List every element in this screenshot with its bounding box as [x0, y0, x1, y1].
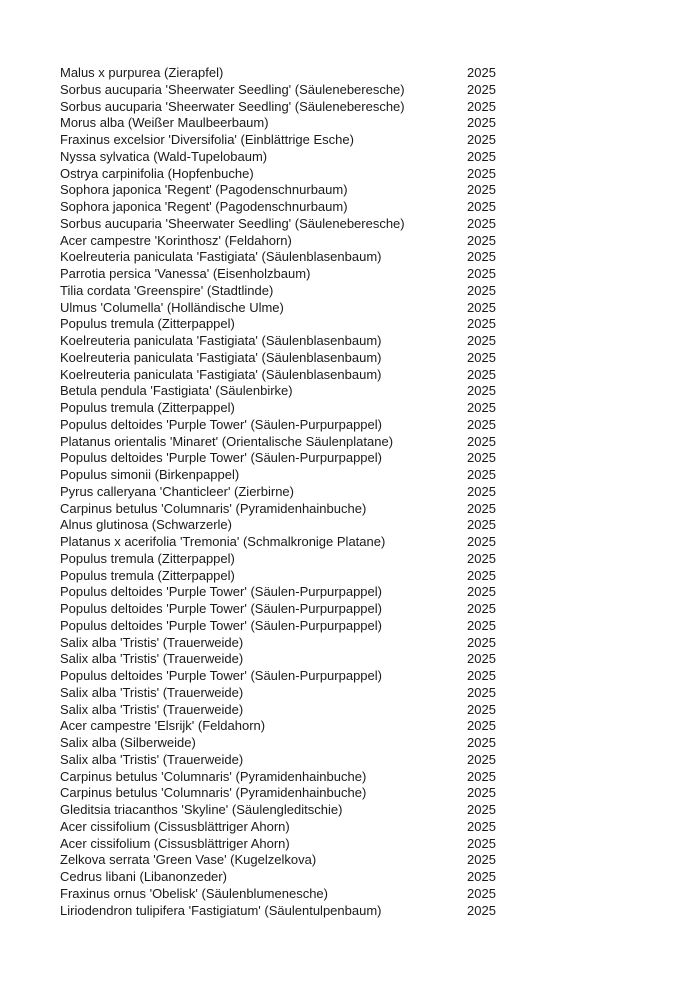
list-item — [60, 635, 640, 652]
list-item — [60, 434, 640, 451]
tree-year: 2025 — [467, 818, 496, 834]
tree-year: 2025 — [467, 249, 496, 265]
list-item — [60, 216, 640, 233]
tree-year: 2025 — [467, 701, 496, 717]
tree-year: 2025 — [467, 852, 496, 868]
tree-year: 2025 — [467, 500, 496, 516]
tree-year: 2025 — [467, 366, 496, 382]
list-item — [60, 400, 640, 417]
tree-year: 2025 — [467, 885, 496, 901]
tree-year: 2025 — [467, 517, 496, 533]
tree-year: 2025 — [467, 617, 496, 633]
tree-name: Malus x purpurea (Zierapfel) — [60, 65, 224, 80]
list-item — [60, 534, 640, 551]
tree-year: 2025 — [467, 148, 496, 164]
tree-year: 2025 — [467, 835, 496, 851]
tree-name: Morus alba (Weißer Maulbeerbaum) — [60, 115, 269, 131]
tree-name: Carpinus betulus 'Columnaris' (Pyramidenhainbuche) — [60, 785, 367, 801]
list-item — [60, 199, 640, 216]
tree-year: 2025 — [467, 132, 496, 147]
list-item — [60, 383, 640, 400]
tree-name: Populus tremula (Zitterpappel) — [60, 316, 235, 332]
list-item — [60, 333, 640, 350]
list-item — [60, 249, 640, 266]
tree-name: Sophora japonica 'Regent' (Pagodenschnurbaum) — [60, 199, 348, 214]
tree-name: Zelkova serrata 'Green Vase' (Kugelzelkova) — [60, 852, 317, 868]
tree-name: Koelreuteria paniculata 'Fastigiata' (Säulenblasenbaum) — [60, 333, 382, 348]
tree-name: Ostrya carpinifolia (Hopfenbuche) — [60, 165, 254, 181]
tree-name: Salix alba 'Tristis' (Trauerweide) — [60, 751, 244, 767]
list-item — [60, 517, 640, 534]
tree-name: Populus deltoides 'Purple Tower' (Säulen-Purpurpappel) — [60, 601, 382, 616]
list-item — [60, 769, 640, 786]
tree-year: 2025 — [467, 802, 496, 817]
tree-year: 2025 — [467, 433, 496, 449]
tree-name: Tilia cordata 'Greenspire' (Stadtlinde) — [60, 282, 274, 298]
tree-name: Sorbus aucuparia 'Sheerwater Seedling' (Säuleneberesche) — [60, 215, 405, 231]
tree-name: Nyssa sylvatica (Wald-Tupelobaum) — [60, 148, 268, 164]
tree-year: 2025 — [467, 601, 496, 616]
tree-year: 2025 — [467, 902, 496, 918]
tree-year: 2025 — [467, 299, 496, 315]
tree-name: Platanus x acerifolia 'Tremonia' (Schmalkronige Platane) — [60, 534, 386, 549]
tree-name: Sophora japonica 'Regent' (Pagodenschnurbaum) — [60, 182, 348, 198]
tree-name: Salix alba 'Tristis' (Trauerweide) — [60, 684, 244, 700]
tree-year: 2025 — [467, 383, 496, 399]
tree-name: Populus simonii (Birkenpappel) — [60, 467, 240, 482]
list-item — [60, 735, 640, 752]
list-item — [60, 869, 640, 886]
tree-year: 2025 — [467, 81, 496, 97]
list-item — [60, 852, 640, 869]
tree-name: Salix alba (Silberweide) — [60, 735, 196, 750]
tree-year: 2025 — [467, 735, 496, 750]
tree-name: Populus deltoides 'Purple Tower' (Säulen-Purpurpappel) — [60, 450, 382, 466]
tree-name: Acer cissifolium (Cissusblättriger Ahorn) — [60, 835, 290, 851]
list-item — [60, 82, 640, 99]
list-item — [60, 601, 640, 618]
tree-name: Platanus orientalis 'Minaret' (Orientalische Säulenplatane) — [60, 433, 394, 449]
tree-year: 2025 — [467, 768, 496, 784]
list-item — [60, 300, 640, 317]
tree-name: Salix alba 'Tristis' (Trauerweide) — [60, 651, 244, 667]
tree-name: Parrotia persica 'Vanessa' (Eisenholzbaum) — [60, 266, 311, 281]
list-item — [60, 718, 640, 735]
list-item — [60, 802, 640, 819]
tree-name: Populus deltoides 'Purple Tower' (Säulen-Purpurpappel) — [60, 617, 382, 633]
tree-year: 2025 — [467, 467, 496, 482]
tree-year: 2025 — [467, 483, 496, 499]
list-item — [60, 668, 640, 685]
tree-name: Populus tremula (Zitterpappel) — [60, 400, 235, 415]
list-item — [60, 450, 640, 467]
tree-name: Populus deltoides 'Purple Tower' (Säulen-Purpurpappel) — [60, 668, 382, 683]
tree-name: Salix alba 'Tristis' (Trauerweide) — [60, 634, 244, 650]
tree-name: Acer campestre 'Korinthosz' (Feldahorn) — [60, 232, 292, 248]
tree-name: Alnus glutinosa (Schwarzerle) — [60, 517, 232, 533]
tree-year: 2025 — [467, 785, 496, 801]
list-item — [60, 702, 640, 719]
tree-year: 2025 — [467, 584, 496, 600]
tree-name: Salix alba 'Tristis' (Trauerweide) — [60, 701, 244, 717]
tree-year: 2025 — [467, 634, 496, 650]
list-item — [60, 484, 640, 501]
list-item — [60, 283, 640, 300]
list-item — [60, 752, 640, 769]
tree-year: 2025 — [467, 333, 496, 348]
tree-year: 2025 — [467, 165, 496, 181]
list-item — [60, 316, 640, 333]
tree-name: Koelreuteria paniculata 'Fastigiata' (Säulenblasenbaum) — [60, 249, 382, 265]
tree-name: Liriodendron tulipifera 'Fastigiatum' (Säulentulpenbaum) — [60, 902, 382, 918]
tree-year: 2025 — [467, 199, 496, 214]
tree-name: Gleditsia triacanthos 'Skyline' (Säulengleditschie) — [60, 802, 343, 817]
list-item — [60, 819, 640, 836]
tree-name: Populus deltoides 'Purple Tower' (Säulen-Purpurpappel) — [60, 584, 382, 600]
tree-year: 2025 — [467, 534, 496, 549]
list-item — [60, 99, 640, 116]
tree-year: 2025 — [467, 98, 496, 114]
list-item — [60, 65, 640, 82]
tree-year: 2025 — [467, 282, 496, 298]
tree-year: 2025 — [467, 65, 496, 80]
list-item — [60, 551, 640, 568]
list-item — [60, 651, 640, 668]
tree-year: 2025 — [467, 232, 496, 248]
tree-year: 2025 — [467, 115, 496, 131]
list-item — [60, 350, 640, 367]
tree-year: 2025 — [467, 316, 496, 332]
tree-year: 2025 — [467, 718, 496, 734]
tree-name: Betula pendula 'Fastigiata' (Säulenbirke) — [60, 383, 293, 399]
list-item — [60, 149, 640, 166]
list-item — [60, 501, 640, 518]
tree-year: 2025 — [467, 349, 496, 365]
tree-year: 2025 — [467, 182, 496, 198]
tree-name: Cedrus libani (Libanonzeder) — [60, 869, 227, 884]
list-item — [60, 367, 640, 384]
list-item — [60, 584, 640, 601]
list-item — [60, 467, 640, 484]
list-item — [60, 886, 640, 903]
tree-name: Populus deltoides 'Purple Tower' (Säulen-Purpurpappel) — [60, 416, 382, 432]
tree-year: 2025 — [467, 450, 496, 466]
tree-name: Koelreuteria paniculata 'Fastigiata' (Säulenblasenbaum) — [60, 349, 382, 365]
tree-year: 2025 — [467, 751, 496, 767]
tree-year: 2025 — [467, 416, 496, 432]
list-item — [60, 166, 640, 183]
tree-year: 2025 — [467, 668, 496, 683]
tree-name: Acer campestre 'Elsrijk' (Feldahorn) — [60, 718, 266, 734]
tree-year: 2025 — [467, 550, 496, 566]
tree-year: 2025 — [467, 266, 496, 281]
tree-year: 2025 — [467, 651, 496, 667]
tree-name: Sorbus aucuparia 'Sheerwater Seedling' (Säuleneberesche) — [60, 81, 405, 97]
list-item — [60, 568, 640, 585]
list-item — [60, 132, 640, 149]
tree-year: 2025 — [467, 869, 496, 884]
tree-list — [60, 65, 640, 919]
list-item — [60, 836, 640, 853]
list-item — [60, 266, 640, 283]
tree-name: Fraxinus excelsior 'Diversifolia' (Einblättrige Esche) — [60, 132, 354, 147]
tree-name: Koelreuteria paniculata 'Fastigiata' (Säulenblasenbaum) — [60, 366, 382, 382]
list-item — [60, 685, 640, 702]
tree-name: Populus tremula (Zitterpappel) — [60, 567, 235, 583]
list-item — [60, 903, 640, 920]
tree-name: Carpinus betulus 'Columnaris' (Pyramidenhainbuche) — [60, 500, 367, 516]
tree-name: Ulmus 'Columella' (Holländische Ulme) — [60, 299, 284, 315]
list-item — [60, 115, 640, 132]
tree-year: 2025 — [467, 567, 496, 583]
tree-name: Carpinus betulus 'Columnaris' (Pyramidenhainbuche) — [60, 768, 367, 784]
tree-year: 2025 — [467, 684, 496, 700]
list-item — [60, 618, 640, 635]
list-item — [60, 785, 640, 802]
tree-name: Acer cissifolium (Cissusblättriger Ahorn) — [60, 818, 290, 834]
list-item — [60, 417, 640, 434]
list-item — [60, 233, 640, 250]
tree-year: 2025 — [467, 400, 496, 415]
list-item — [60, 182, 640, 199]
tree-year: 2025 — [467, 215, 496, 231]
tree-name: Sorbus aucuparia 'Sheerwater Seedling' (Säuleneberesche) — [60, 98, 405, 114]
tree-name: Pyrus calleryana 'Chanticleer' (Zierbirne) — [60, 483, 294, 499]
tree-name: Fraxinus ornus 'Obelisk' (Säulenblumenesche) — [60, 885, 328, 901]
tree-name: Populus tremula (Zitterpappel) — [60, 550, 235, 566]
